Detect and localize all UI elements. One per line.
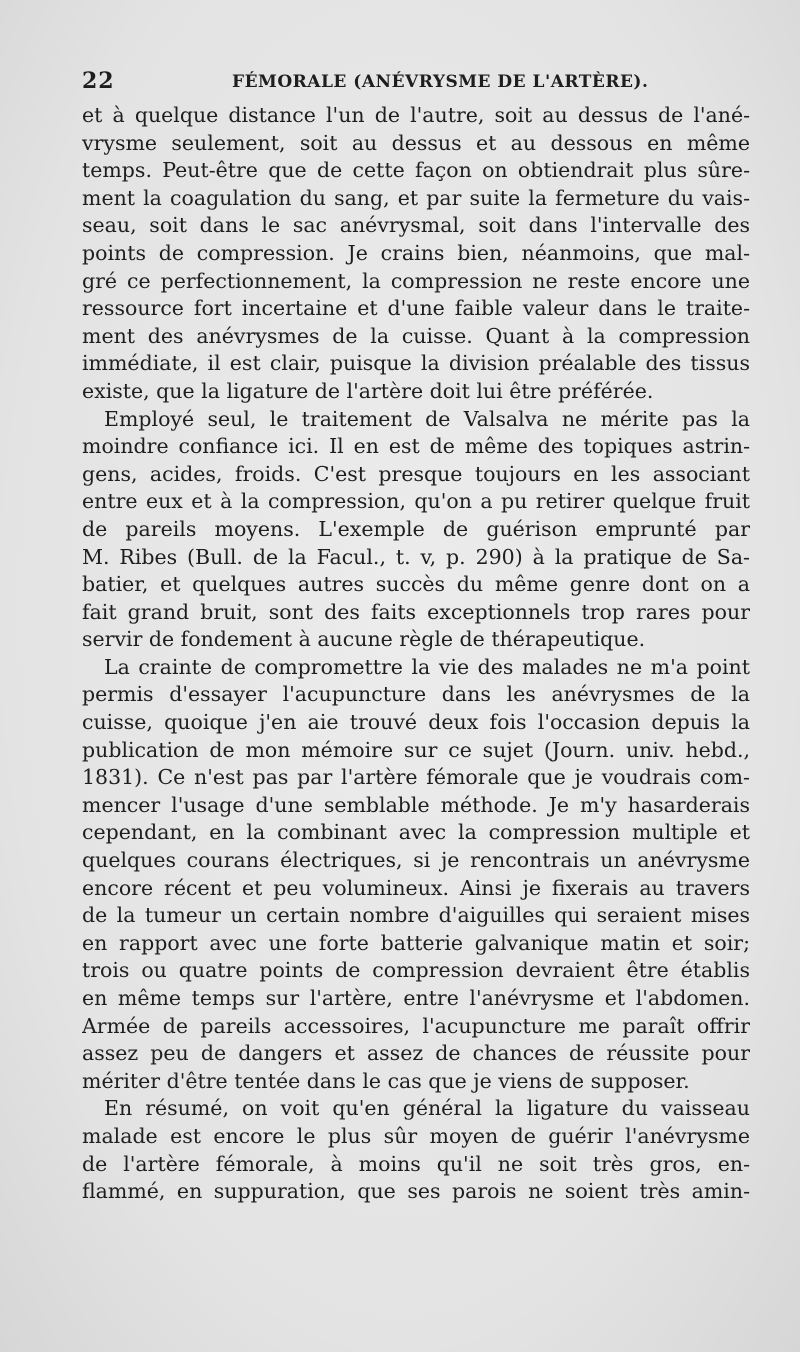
text-line: entre eux et à la compression, qu'on a pu retirer quelque fruit bbox=[82, 489, 750, 514]
text-line: quelques courans électriques, si je rencontrais un anévrysme bbox=[82, 848, 750, 873]
text-line: M. Ribes (Bull. de la Facul., t. v, p. 290) à la pratique de Sa- bbox=[82, 544, 750, 569]
text-line: servir de fondement à aucune règle de thérapeutique. bbox=[82, 627, 646, 652]
text-line: 1831). Ce n'est pas par l'artère fémorale que je voudrais com- bbox=[82, 765, 750, 790]
text-line: seau, soit dans le sac anévrysmal, soit dans l'intervalle des bbox=[82, 213, 750, 238]
text-line: permis d'essayer l'acupuncture dans les anévrysmes de la bbox=[82, 682, 750, 707]
text-line: ment des anévrysmes de la cuisse. Quant à la compression bbox=[82, 323, 750, 348]
text-line: trois ou quatre points de compression devraient être établis bbox=[82, 958, 750, 983]
text-line: En résumé, on voit qu'en général la ligature du vaisseau bbox=[104, 1096, 750, 1121]
text-line: et à quelque distance l'un de l'autre, soit au dessus de l'ané- bbox=[82, 103, 750, 127]
body-text bbox=[82, 102, 750, 1206]
text-line: ment la coagulation du sang, et par suite la fermeture du vais- bbox=[82, 185, 750, 210]
text-line: gré ce perfectionnement, la compression ne reste encore une bbox=[82, 268, 750, 293]
text-line: fait grand bruit, sont des faits exceptionnels trop rares pour bbox=[82, 599, 750, 624]
page-number: 22 bbox=[82, 68, 115, 94]
text-line: Armée de pareils accessoires, l'acupuncture me paraît offrir bbox=[82, 1013, 750, 1038]
text-line: flammé, en suppuration, que ses parois ne soient très amin- bbox=[82, 1179, 750, 1204]
text-line: existe, que la ligature de l'artère doit lui être préférée. bbox=[82, 378, 654, 403]
text-line: Employé seul, le traitement de Valsalva ne mérite pas la bbox=[104, 406, 750, 431]
text-line: temps. Peut-être que de cette façon on obtiendrait plus sûre- bbox=[82, 158, 750, 183]
text-line: immédiate, il est clair, puisque la division préalable des tissus bbox=[82, 351, 750, 376]
text-line: cuisse, quoique j'en aie trouvé deux fois l'occasion depuis la bbox=[82, 710, 750, 735]
text-line: encore récent et peu volumineux. Ainsi je fixerais au travers bbox=[82, 875, 750, 900]
text-line: en rapport avec une forte batterie galvanique matin et soir; bbox=[82, 930, 750, 955]
text-line: assez peu de dangers et assez de chances de réussite pour bbox=[82, 1041, 750, 1066]
text-line: ressource fort incertaine et d'une faible valeur dans le traite- bbox=[82, 296, 750, 321]
text-line: de pareils moyens. L'exemple de guérison emprunté par bbox=[82, 516, 750, 541]
text-line: gens, acides, froids. C'est presque toujours en les associant bbox=[82, 461, 750, 486]
text-line: points de compression. Je crains bien, néanmoins, que mal- bbox=[82, 240, 750, 265]
text-line: vrysme seulement, soit au dessus et au dessous en même bbox=[82, 130, 750, 155]
page-header bbox=[82, 68, 762, 102]
text-line: malade est encore le plus sûr moyen de guérir l'anévrysme bbox=[82, 1123, 750, 1148]
text-line: moindre confiance ici. Il en est de même des topiques astrin- bbox=[82, 434, 750, 459]
text-line: en même temps sur l'artère, entre l'anévrysme et l'abdomen. bbox=[82, 986, 750, 1010]
text-line: batier, et quelques autres succès du même genre dont on a bbox=[82, 572, 750, 597]
running-title: FÉMORALE (ANÉVRYSME DE L'ARTÈRE). bbox=[232, 72, 649, 92]
text-line: La crainte de compromettre la vie des malades ne m'a point bbox=[104, 654, 750, 679]
text-line: publication de mon mémoire sur ce sujet (Journ. univ. hebd., bbox=[82, 737, 750, 762]
text-line: de l'artère fémorale, à moins qu'il ne soit très gros, en- bbox=[82, 1151, 750, 1176]
text-line: mencer l'usage d'une semblable méthode. Je m'y hasarderais bbox=[82, 792, 750, 817]
text-line: mériter d'être tentée dans le cas que je viens de supposer. bbox=[82, 1068, 690, 1093]
text-line: de la tumeur un certain nombre d'aiguilles qui seraient mises bbox=[82, 903, 750, 928]
text-line: cependant, en la combinant avec la compression multiple et bbox=[82, 820, 750, 845]
